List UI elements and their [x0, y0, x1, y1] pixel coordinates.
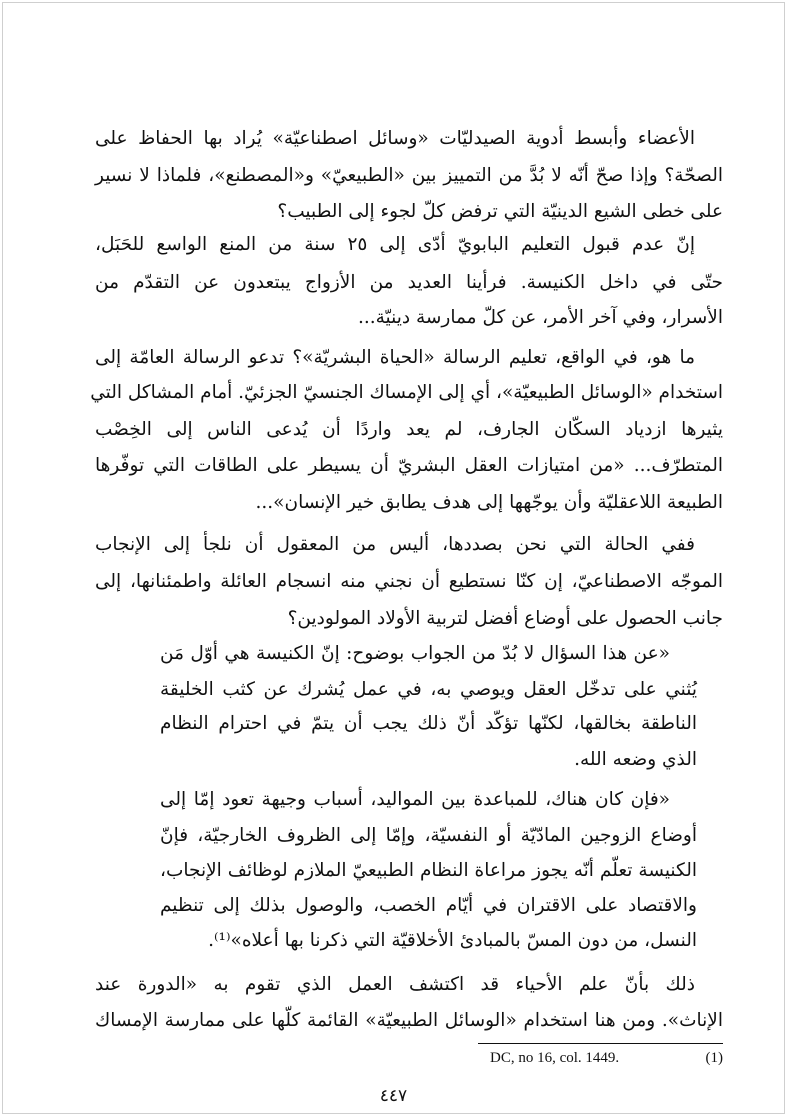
text-line: الأعضاء وأبسط أدوية الصيدليّات «وسائل اصطناعيّة» يُراد بها الحفاظ على [95, 128, 695, 149]
quote-line: النسل، من دون المسّ بالمبادئ الأخلاقيّة التي ذكرنا بها أعلاه»⁽¹⁾. [208, 930, 697, 951]
quote-line: «عن هذا السؤال لا بُدّ من الجواب بوضوح: إنّ الكنيسة هي أوّل مَن [160, 643, 670, 664]
quote-line: الناطقة بخالقها، لكنّها تؤكّد أنّ ذلك يجب أن يتمّ في احترام النظام [160, 713, 697, 734]
text-line: الطبيعة اللاعقليّة وأن يوجّهها إلى هدف يطابق خير الإنسان»... [255, 492, 723, 513]
text-line: الصحّة؟ وإذا صحّ أنّه لا بُدَّ من التمييز بين «الطبيعيّ» و«المصطنع»، فلماذا لا نسير [95, 165, 723, 186]
quote-line: والاقتصاد على الاقتران في أيّام الخصب، والوصول بذلك إلى تنظيم [160, 895, 697, 916]
footnote-marker: (1) [705, 1050, 723, 1066]
footnote-separator [478, 1043, 723, 1044]
text-line: ما هو، في الواقع، تعليم الرسالة «الحياة البشريّة»؟ تدعو الرسالة العامّة إلى [95, 347, 695, 368]
text-line: جانب الحصول على أوضاع أفضل لتربية الأولاد المولودين؟ [287, 608, 723, 629]
text-line: المتطرّف... «من امتيازات العقل البشريّ أن يسيطر على الطاقات التي توفّرها [95, 455, 723, 476]
text-line: الإناث». ومن هنا استخدام «الوسائل الطبيعيّة» القائمة كلّها على ممارسة الإمساك [95, 1010, 723, 1031]
text-line: الموجّه الاصطناعيّ، إن كنّا نستطيع أن نجني منه انسجام العائلة واطمئنانها، إلى [95, 571, 723, 592]
text-line: يثيرها ازدياد السكّان الجارف، لم يعد واردًا أن يُدعى الناس إلى الخِصْب [95, 419, 723, 440]
quote-line: الذي وضعه الله. [574, 749, 697, 770]
page-number: ٤٤٧ [379, 1086, 408, 1106]
text-line: ذلك بأنّ علم الأحياء قد اكتشف العمل الذي تقوم به «الدورة عند [95, 974, 695, 995]
text-line: الأسرار، وفي آخر الأمر، عن كلّ ممارسة دينيّة... [357, 307, 723, 328]
footnote [490, 1050, 723, 1067]
quote-line: أوضاع الزوجين المادّيّة أو النفسيّة، وإمّا إلى الظروف الخارجيّة، فإنّ [160, 825, 697, 846]
footnote-text: DC, no 16, col. 1449. [490, 1050, 620, 1066]
text-line: ففي الحالة التي نحن بصددها، أليس من المعقول أن نلجأ إلى الإنجاب [95, 534, 695, 555]
text-line: حتّى في داخل الكنيسة. فرأينا العديد من الأزواج يبتعدون عن التقدّم من [95, 272, 723, 293]
quote-line: «فإن كان هناك، للمباعدة بين المواليد، أسباب وجيهة تعود إمّا إلى [160, 789, 670, 810]
text-line: إنّ عدم قبول التعليم البابويّ أدّى إلى ٢٥ سنة من المنع الواسع للحَبَل، [95, 234, 695, 255]
text-line: على خطى الشيع الدينيّة التي ترفض كلّ لجوء إلى الطبيب؟ [277, 201, 723, 222]
text-line: استخدام «الوسائل الطبيعيّة»، أي إلى الإمساك الجنسيّ الجزئيّ. أمام المشاكل التي [90, 382, 723, 403]
quote-line: يُثني على تدخّل العقل ويوصي به، في عمل يُشرك عن كثب الخليقة [160, 679, 697, 700]
quote-line: الكنيسة تعلّم أنّه يجوز مراعاة النظام الطبيعيّ الملازم لوظائف الإنجاب، [160, 860, 697, 881]
